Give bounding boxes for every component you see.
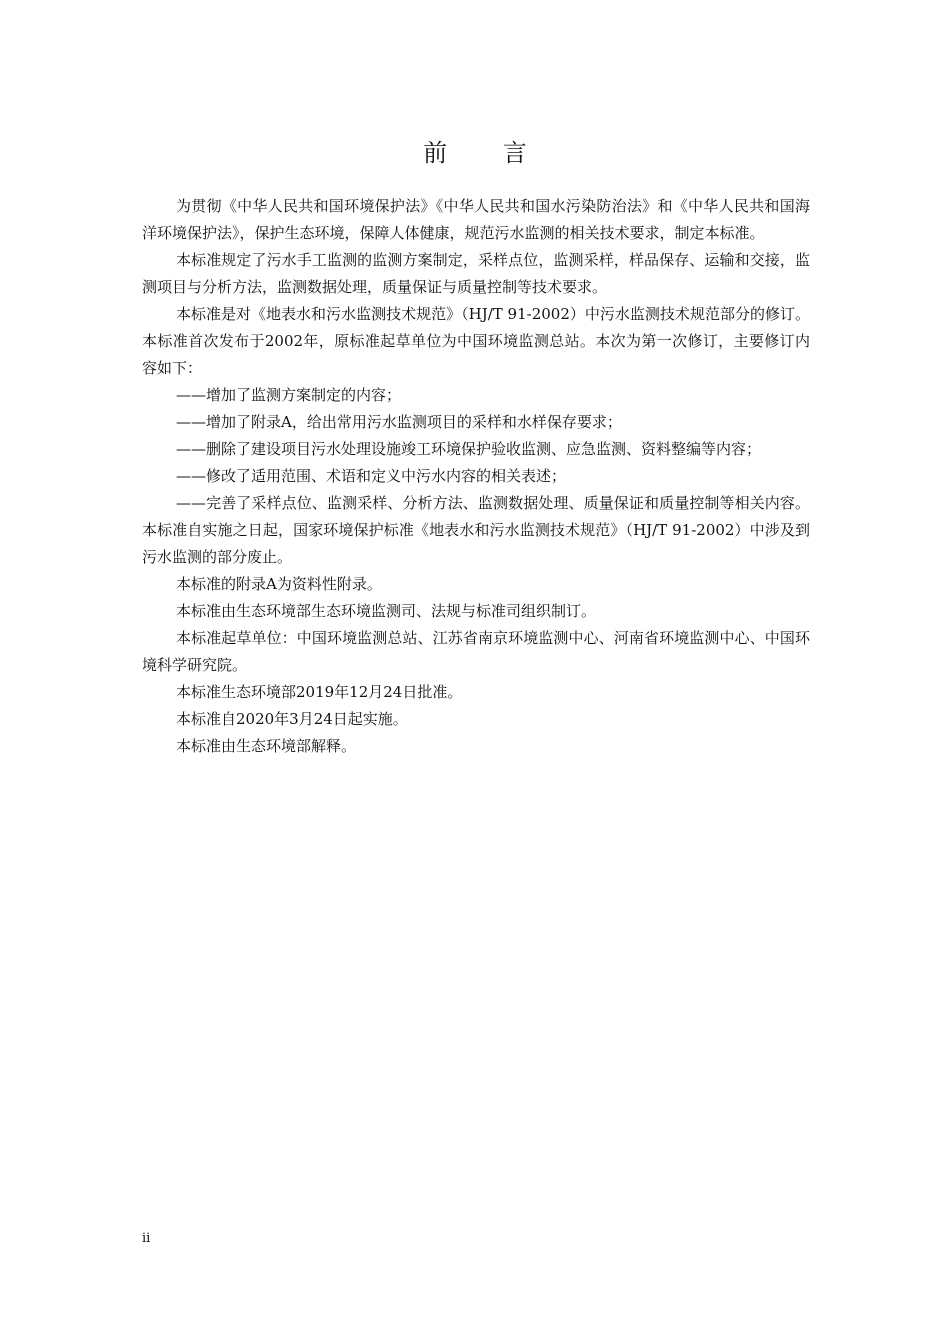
revision-item: ——增加了监测方案制定的内容； (176, 386, 402, 404)
revision-item: ——增加了附录A，给出常用污水监测项目的采样和水样保存要求； (176, 413, 622, 431)
paragraph-effective-date: 本标准自2020年3月24日起实施。 (176, 710, 408, 728)
paragraph-organizer: 本标准由生态环境部生态环境监测司、法规与标准司组织制订。 (176, 602, 597, 620)
paragraph-approval-date: 本标准生态环境部2019年12月24日批准。 (176, 683, 463, 701)
paragraph-revision: 本标准是对《地表水和污水监测技术规范》（HJ/T 91-2002）中污水监测技术规范部分的修订。本标准首次发布于2002年，原标准起草单位为中国环境监测总站。本次为第一次修订，主要修订内容如下： (142, 305, 810, 377)
paragraph-purpose: 为贯彻《中华人民共和国环境保护法》《中华人民共和国水污染防治法》和《中华人民共和国海洋环境保护法》，保护生态环境，保障人体健康，规范污水监测的相关技术要求，制定本标准。 (142, 197, 810, 242)
page-title: 前 言 (423, 139, 551, 167)
revision-item: ——修改了适用范围、术语和定义中污水内容的相关表述； (176, 467, 567, 485)
revision-item: ——删除了建设项目污水处理设施竣工环境保护验收监测、应急监测、资料整编等内容； (176, 440, 762, 458)
foreword-body (142, 193, 810, 760)
paragraph-appendix: 本标准的附录A为资料性附录。 (176, 575, 382, 593)
revision-item: ——完善了采样点位、监测采样、分析方法、监测数据处理、质量保证和质量控制等相关内容。本标准自实施之日起，国家环境保护标准《地表水和污水监测技术规范》（HJ/T 91-2002）中涉及到污水监测的部分废止。 (142, 494, 810, 566)
paragraph-scope: 本标准规定了污水手工监测的监测方案制定，采样点位，监测采样，样品保存、运输和交接，监测项目与分析方法，监测数据处理，质量保证与质量控制等技术要求。 (142, 251, 810, 296)
paragraph-drafting-units: 本标准起草单位：中国环境监测总站、江苏省南京环境监测中心、河南省环境监测中心、中国环境科学研究院。 (142, 629, 810, 674)
paragraph-interpretation: 本标准由生态环境部解释。 (176, 737, 357, 755)
page-number: ii (142, 1231, 151, 1246)
